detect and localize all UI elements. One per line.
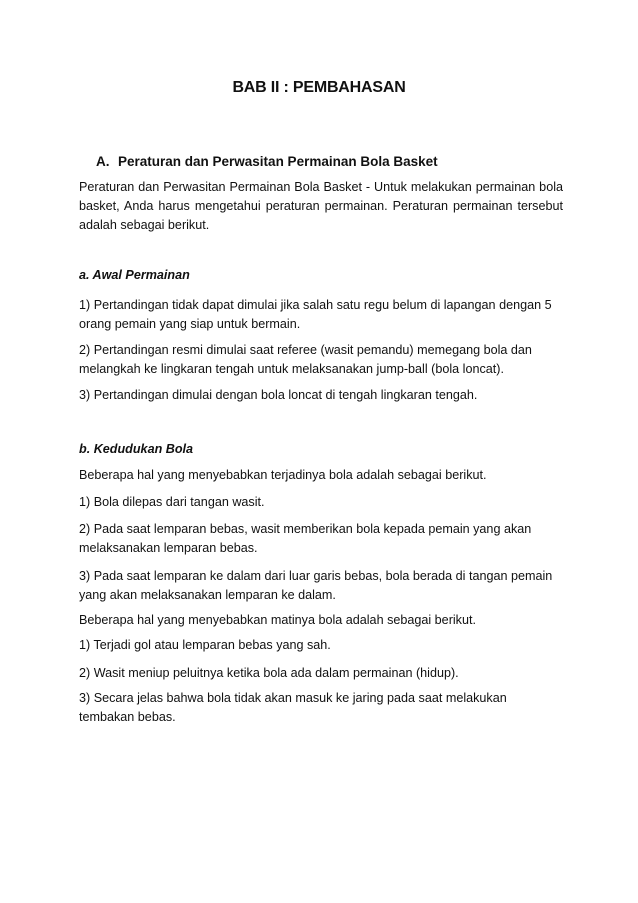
- chapter-title: BAB II : PEMBAHASAN: [232, 79, 406, 96]
- awal-item-3: 3) Pertandingan dimulai dengan bola loncat di tengah lingkaran tengah.: [79, 388, 478, 402]
- section-a-heading: [96, 154, 438, 169]
- section-a-intro: Peraturan dan Perwasitan Permainan Bola Basket - Untuk melakukan permainan bola basket, Anda harus mengetahui peraturan permainan. Peraturan permainan tersebut adalah sebagai berikut.: [79, 180, 563, 232]
- kedudukan-hidup-item-2: 2) Pada saat lemparan bebas, wasit memberikan bola kepada pemain yang akan melaksanakan lemparan bebas.: [79, 522, 532, 555]
- kedudukan-mati-item-3: 3) Secara jelas bahwa bola tidak akan masuk ke jaring pada saat melakukan tembakan bebas.: [79, 691, 507, 724]
- awal-permainan-heading: a. Awal Permainan: [79, 268, 190, 282]
- awal-item-1: 1) Pertandingan tidak dapat dimulai jika salah satu regu belum di lapangan dengan 5 orang pemain yang siap untuk bermain.: [79, 298, 552, 331]
- kedudukan-intro-mati: Beberapa hal yang menyebabkan matinya bola adalah sebagai berikut.: [79, 613, 476, 627]
- section-a-heading-text: Peraturan dan Perwasitan Permainan Bola Basket: [118, 154, 438, 169]
- kedudukan-bola-heading: b. Kedudukan Bola: [79, 442, 194, 456]
- section-a-marker: A.: [96, 154, 110, 169]
- awal-item-2: 2) Pertandingan resmi dimulai saat referee (wasit pemandu) memegang bola dan melangkah ke lingkaran tengah untuk melaksanakan jump-ball (bola loncat).: [79, 343, 532, 376]
- kedudukan-hidup-item-3: 3) Pada saat lemparan ke dalam dari luar garis bebas, bola berada di tangan pemain yang akan melaksanakan lemparan ke dalam.: [79, 569, 553, 602]
- kedudukan-hidup-item-1: 1) Bola dilepas dari tangan wasit.: [79, 495, 265, 509]
- kedudukan-intro-hidup: Beberapa hal yang menyebabkan terjadinya bola adalah sebagai berikut.: [79, 468, 487, 482]
- kedudukan-mati-item-2: 2) Wasit meniup peluitnya ketika bola ada dalam permainan (hidup).: [79, 666, 459, 680]
- kedudukan-mati-item-1: 1) Terjadi gol atau lemparan bebas yang sah.: [79, 638, 331, 652]
